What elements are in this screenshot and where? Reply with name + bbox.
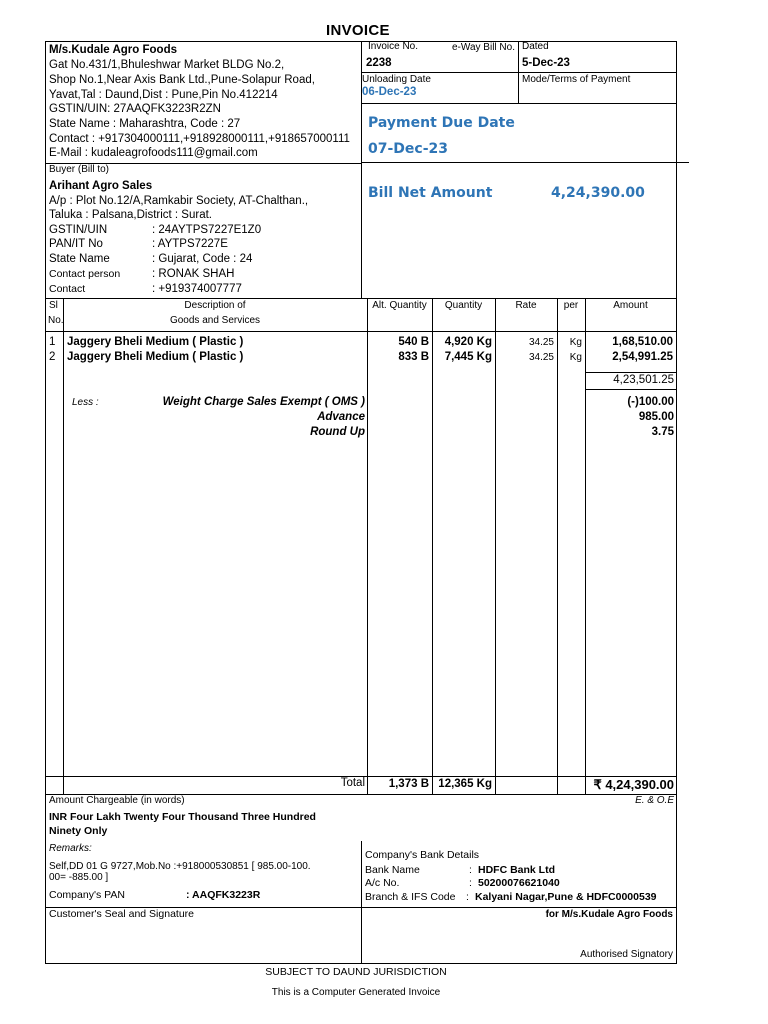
table-header-line [45, 331, 677, 332]
seller-email: E-Mail : kudaleagrofoods111@gmail.com [49, 147, 258, 159]
remarks-line: Self,DD 01 G 9727,Mob.No :+918000530851 [ 985.00-100. [49, 861, 311, 872]
border-right [676, 41, 677, 964]
amount-words-label: Amount Chargeable (in words) [49, 795, 185, 806]
bank-row-colon: : [469, 877, 472, 889]
table-row-per: Kg [569, 352, 582, 363]
bank-row-label: Branch & IFS Code [365, 891, 456, 903]
meta-row-line-1 [361, 72, 677, 73]
table-row-sl: 2 [49, 351, 56, 363]
col-header-qty: Quantity [444, 300, 483, 311]
customer-seal-label: Customer's Seal and Signature [49, 908, 195, 920]
buyer-field-label: State Name [49, 253, 110, 265]
table-row-qty: 4,920 Kg [444, 336, 492, 348]
buyer-address-line: Taluka : Palsana,District : Surat. [49, 209, 212, 221]
col-line-qty [495, 298, 496, 794]
bank-divider [361, 841, 362, 963]
seller-address-line: Yavat,Tal : Daund,Dist : Pune,Pin No.412214 [49, 89, 278, 101]
buyer-contact: : +919374007777 [152, 283, 242, 295]
invoice-no-label: Invoice No. [368, 41, 419, 52]
seller-address-line: Shop No.1,Near Axis Bank Ltd.,Pune-Solapur Road, [49, 74, 315, 86]
buyer-address-line: A/p : Plot No.12/A,Ramkabir Society, AT-Chalthan., [49, 195, 309, 207]
subtotal-amount: 4,23,501.25 [613, 374, 674, 386]
buyer-contact-person: : RONAK SHAH [152, 268, 235, 280]
adjustment-amount: (-)100.00 [627, 396, 674, 408]
adjustment-amount: 3.75 [651, 426, 674, 438]
buyer-field-label: GSTIN/UIN [49, 224, 108, 236]
table-row-qty: 7,445 Kg [444, 351, 492, 363]
bank-row-label: A/c No. [365, 877, 400, 889]
mode-terms-label: Mode/Terms of Payment [522, 74, 631, 85]
buyer-label: Buyer (Bill to) [49, 164, 110, 175]
table-row-desc: Jaggery Bheli Medium ( Plastic ) [67, 351, 244, 363]
unloading-date-label: Unloading Date [362, 74, 431, 85]
buyer-field-label: Contact [49, 283, 86, 295]
amount-words-line: Ninety Only [49, 825, 108, 837]
amount-words-line: INR Four Lakh Twenty Four Thousand Three Hundred [49, 811, 316, 823]
buyer-field-label: Contact person [49, 268, 121, 280]
seller-contact: Contact : +917304000111,+918928000111,+918657000111 [49, 133, 350, 145]
adjustment-label: Weight Charge Sales Exempt ( OMS ) [162, 396, 365, 408]
company-pan-value: : AAQFK3223R [186, 889, 261, 901]
table-row-rate: 34.25 [528, 337, 554, 348]
payment-due-label: Payment Due Date [368, 115, 515, 131]
bank-row-colon: : [469, 864, 472, 876]
for-company-label: for M/s.Kudale Agro Foods [545, 909, 673, 920]
remarks-line: 00= -885.00 ] [49, 872, 109, 883]
col-line-desc [367, 298, 368, 794]
border-bottom [45, 963, 677, 964]
bill-net-amount: 4,24,390.00 [551, 185, 645, 201]
col-header-desc-2: Goods and Services [169, 315, 261, 326]
buyer-name: Arihant Agro Sales [49, 180, 153, 192]
subtotal-line [585, 372, 676, 373]
border-left [45, 41, 46, 964]
table-row-desc: Jaggery Bheli Medium ( Plastic ) [67, 336, 244, 348]
seller-address-line: Gat No.431/1,Bhuleshwar Market BLDG No.2, [49, 59, 285, 71]
total-amount: ₹ 4,24,390.00 [593, 777, 674, 792]
bank-account-value: 50200076621040 [478, 877, 560, 889]
col-line-sl [63, 298, 64, 794]
buyer-state: : Gujarat, Code : 24 [152, 253, 253, 265]
total-label: Total [340, 777, 365, 789]
due-date-line [361, 162, 689, 163]
dated-label: Dated [522, 41, 549, 52]
table-row-rate: 34.25 [528, 352, 554, 363]
bill-net-label: Bill Net Amount [368, 185, 493, 201]
subtotal-line-2 [585, 389, 676, 390]
table-row-amount: 1,68,510.00 [612, 336, 673, 348]
dated-value: 5-Dec-23 [522, 57, 570, 69]
seller-state: State Name : Maharashtra, Code : 27 [49, 118, 241, 130]
table-row-amount: 2,54,991.25 [612, 351, 673, 363]
col-header-per: per [563, 300, 579, 311]
col-header-rate: Rate [515, 300, 537, 311]
less-label: Less : [72, 397, 99, 408]
col-header-sl: Sl [49, 300, 58, 311]
bank-row-colon: : [466, 891, 469, 903]
company-pan-label: Company's PAN [49, 889, 125, 901]
eway-bill-label: e-Way Bill No. [452, 42, 515, 53]
payment-due-date: 07-Dec-23 [368, 141, 449, 157]
seller-name: M/s.Kudale Agro Foods [49, 44, 177, 56]
meta-row-line-2 [361, 103, 677, 104]
col-header-no: No. [48, 315, 64, 326]
buyer-pan: : AYTPS7227E [152, 238, 228, 250]
table-top-line [45, 298, 677, 299]
adjustment-label: Advance [317, 411, 365, 423]
table-row-per: Kg [569, 337, 582, 348]
remarks-label: Remarks: [49, 843, 92, 854]
buyer-gstin: : 24AYTPS7227E1Z0 [152, 224, 262, 236]
bank-row-label: Bank Name [365, 864, 420, 876]
unloading-date-value: 06-Dec-23 [362, 86, 417, 98]
table-row-alt-qty: 540 B [398, 336, 429, 348]
col-line-rate [557, 298, 558, 794]
col-header-desc: Description of [184, 300, 246, 311]
col-line-altqty [432, 298, 433, 794]
bank-branch-value: Kalyani Nagar,Pune & HDFC0000539 [475, 891, 657, 903]
seller-gstin: GSTIN/UIN: 27AAQFK3223R2ZN [49, 103, 221, 115]
invoice-no-value: 2238 [366, 57, 392, 69]
bank-name-value: HDFC Bank Ltd [478, 864, 555, 876]
invoice-title: INVOICE [326, 22, 390, 39]
jurisdiction-note: SUBJECT TO DAUND JURISDICTION [265, 966, 447, 978]
eoe-label: E. & O.E [635, 795, 674, 806]
bank-details-title: Company's Bank Details [365, 849, 480, 861]
table-row-alt-qty: 833 B [398, 351, 429, 363]
computer-generated-note: This is a Computer Generated Invoice [271, 987, 441, 998]
adjustment-label: Round Up [310, 426, 365, 438]
table-row-sl: 1 [49, 336, 56, 348]
col-header-amount: Amount [613, 300, 648, 311]
authorised-signatory: Authorised Signatory [580, 949, 673, 960]
total-alt-qty: 1,373 B [388, 778, 429, 790]
col-header-alt-qty: Alt. Quantity [372, 300, 427, 311]
total-qty: 12,365 Kg [438, 778, 492, 790]
buyer-field-label: PAN/IT No [49, 238, 103, 250]
adjustment-amount: 985.00 [638, 411, 674, 423]
